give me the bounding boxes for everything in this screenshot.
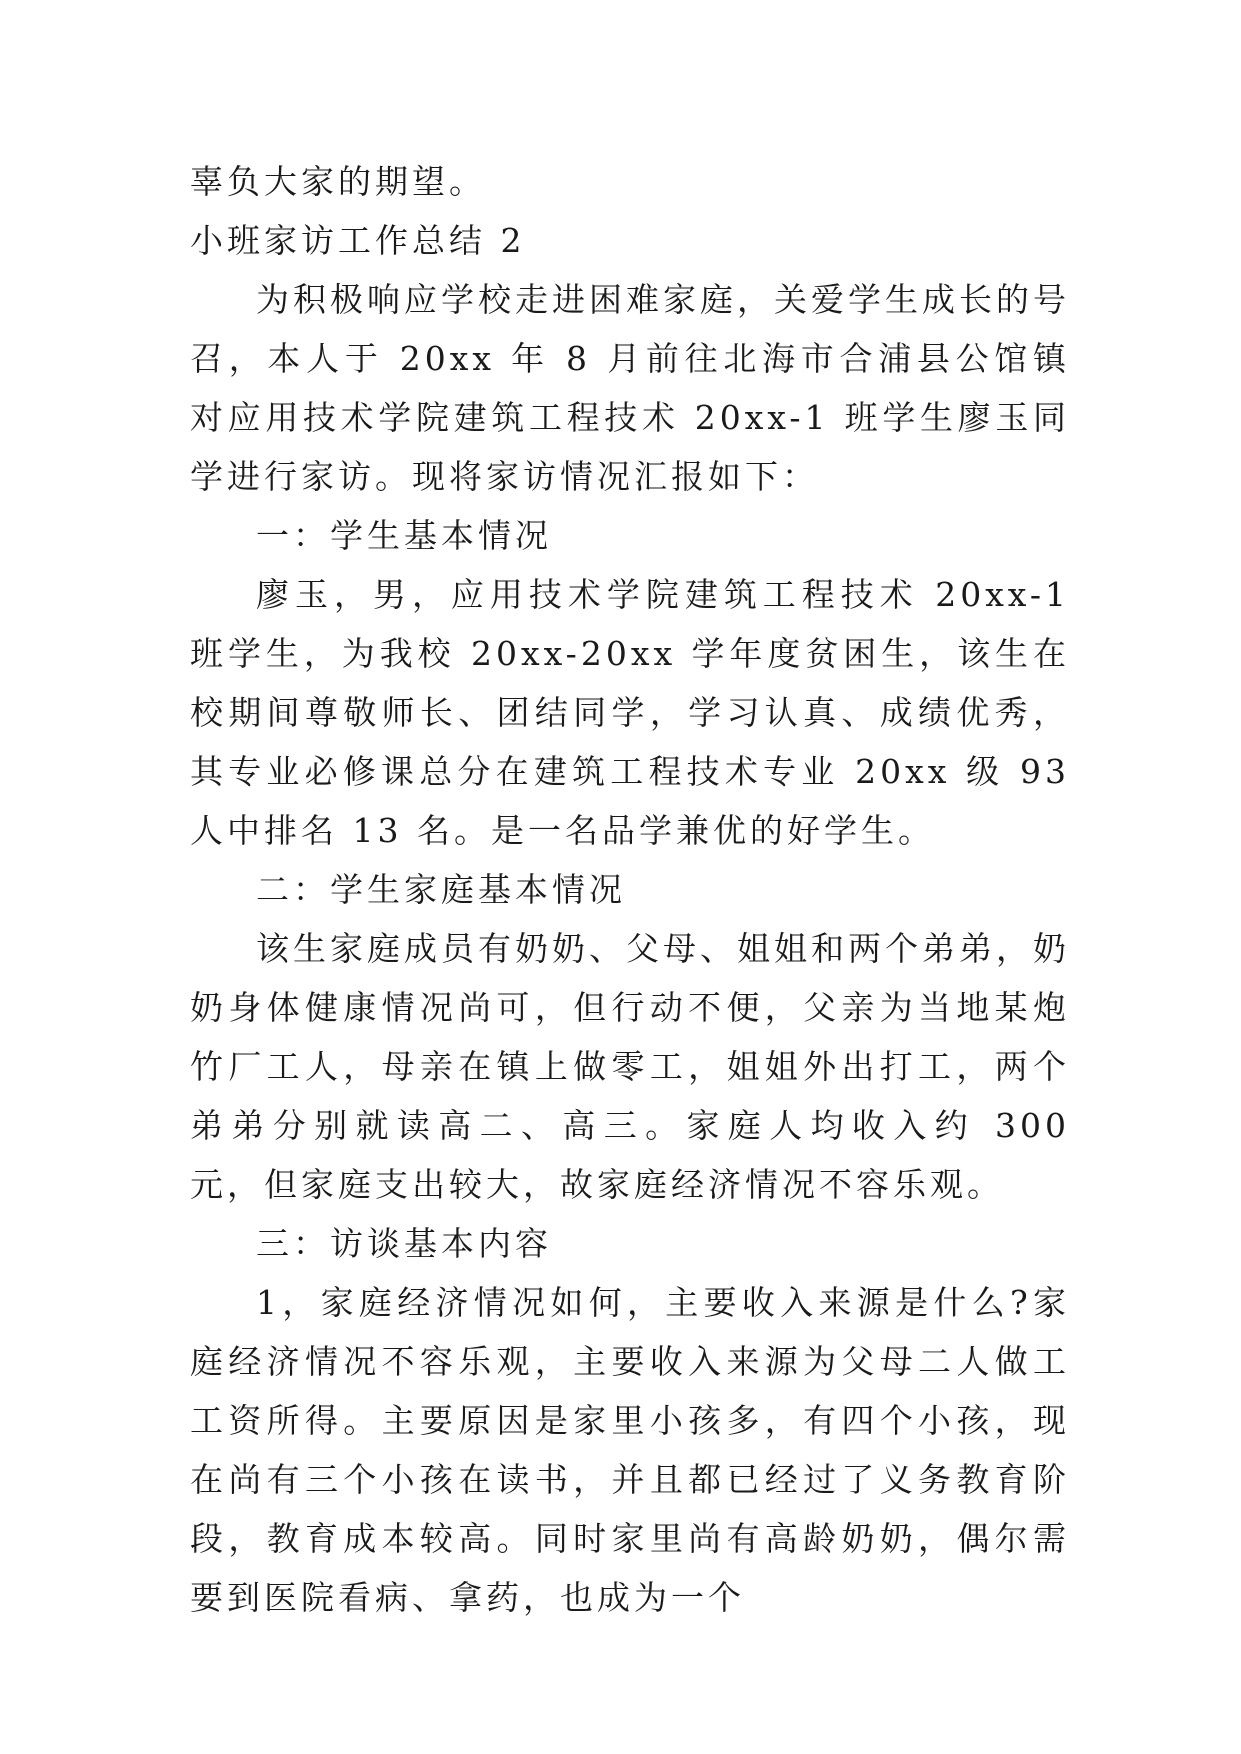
heading-interview-content: 三：访谈基本内容: [256, 1224, 552, 1263]
heading-student-basic-info: 一：学生基本情况: [256, 516, 552, 555]
intro-paragraph: 为积极响应学校走进困难家庭，关爱学生成长的号召，本人于 20xx 年 8 月前往北海市合浦县公馆镇对应用技术学院建筑工程技术 20xx-1 班学生廖玉同学进行家访。现将家访情况汇报如下：: [190, 280, 1070, 496]
section-title: 小班家访工作总结 2: [190, 221, 526, 260]
document-body: [190, 152, 1070, 1627]
interview-content-paragraph: 1，家庭经济情况如何，主要收入来源是什么?家庭经济情况不容乐观，主要收入来源为父母二人做工工资所得。主要原因是家里小孩多，有四个小孩，现在尚有三个小孩在读书，并且都已经过了义务教育阶段，教育成本较高。同时家里尚有高龄奶奶，偶尔需要到医院看病、拿药，也成为一个: [190, 1283, 1070, 1617]
student-basic-info-paragraph: 廖玉，男，应用技术学院建筑工程技术 20xx-1 班学生，为我校 20xx-20xx 学年度贫困生，该生在校期间尊敬师长、团结同学，学习认真、成绩优秀，其专业必修课总分在建筑工程技术专业 20xx 级 93 人中排名 13 名。是一名品学兼优的好学生。: [190, 575, 1070, 850]
heading-family-basic-info: 二：学生家庭基本情况: [256, 870, 626, 909]
continuation-line: 辜负大家的期望。: [190, 162, 486, 201]
family-basic-info-paragraph: 该生家庭成员有奶奶、父母、姐姐和两个弟弟，奶奶身体健康情况尚可，但行动不便，父亲为当地某炮竹厂工人，母亲在镇上做零工，姐姐外出打工，两个弟弟分别就读高二、高三。家庭人均收入约 300 元，但家庭支出较大，故家庭经济情况不容乐观。: [190, 929, 1070, 1204]
